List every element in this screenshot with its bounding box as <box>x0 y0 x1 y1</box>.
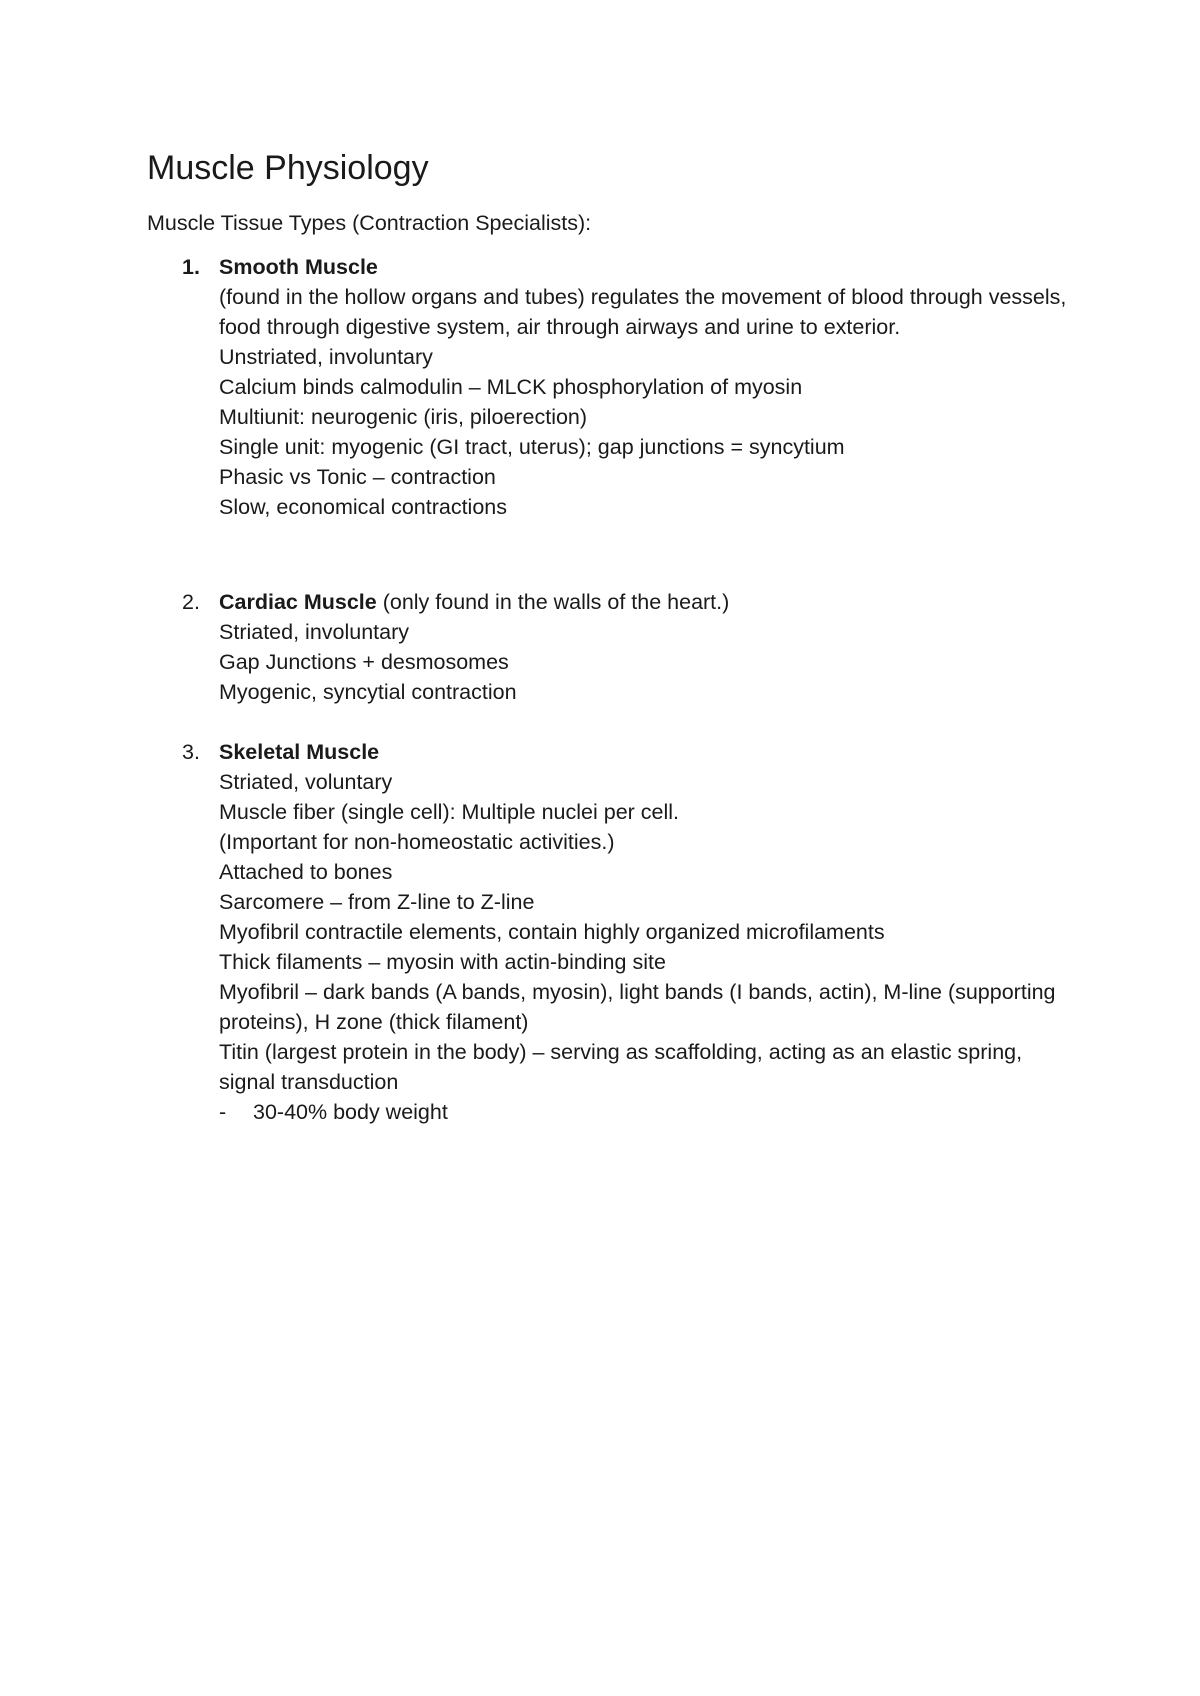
section-body <box>219 587 1069 707</box>
section-heading: Skeletal Muscle <box>219 740 380 764</box>
section-line: Titin (largest protein in the body) – serving as scaffolding, acting as an elastic spring, signal transduction <box>219 1040 1029 1094</box>
section-line: Myofibril contractile elements, contain highly organized microfilaments <box>219 920 885 944</box>
section-heading: Smooth Muscle <box>219 255 378 279</box>
section-line: Calcium binds calmodulin – MLCK phosphorylation of myosin <box>219 375 803 399</box>
section-number: 2. <box>182 590 200 614</box>
bullet-dash: - <box>219 1100 227 1124</box>
section-heading-line <box>219 587 1069 617</box>
section-heading: Cardiac Muscle <box>219 590 377 614</box>
section-line: Striated, voluntary <box>219 770 393 794</box>
subtitle: Muscle Tissue Types (Contraction Specialists): <box>147 211 592 235</box>
section-line: Sarcomere – from Z-line to Z-line <box>219 890 535 914</box>
bullet-item <box>219 1097 1069 1127</box>
section-number: 3. <box>182 740 200 764</box>
section-line: (Important for non-homeostatic activities.) <box>219 830 615 854</box>
section-line: Multiunit: neurogenic (iris, piloerection) <box>219 405 588 429</box>
section-line: Gap Junctions + desmosomes <box>219 650 509 674</box>
section-heading-note: (only found in the walls of the heart.) <box>376 590 730 614</box>
page-title: Muscle Physiology <box>147 149 429 187</box>
section-body <box>219 737 1069 1127</box>
section-line: Muscle fiber (single cell): Multiple nuclei per cell. <box>219 800 680 824</box>
section-line: Phasic vs Tonic – contraction <box>219 465 496 489</box>
section-number: 1. <box>182 255 200 279</box>
bullet-text: 30-40% body weight <box>253 1100 448 1124</box>
section-line: Attached to bones <box>219 860 393 884</box>
section-line: Slow, economical contractions <box>219 495 508 519</box>
section-line: Striated, involuntary <box>219 620 410 644</box>
section-line: Single unit: myogenic (GI tract, uterus); gap junctions = syncytium <box>219 435 845 459</box>
section-line: Myogenic, syncytial contraction <box>219 680 517 704</box>
section-line: Thick filaments – myosin with actin-binding site <box>219 950 666 974</box>
section-line: Myofibril – dark bands (A bands, myosin), light bands (I bands, actin), M-line (supporting proteins), H zone (thick filament) <box>219 980 1062 1034</box>
section-line: (found in the hollow organs and tubes) regulates the movement of blood through vessels, food through digestive system, air through airways and urine to exterior. <box>219 285 1073 339</box>
section-line: Unstriated, involuntary <box>219 345 433 369</box>
section-body <box>219 252 1073 522</box>
